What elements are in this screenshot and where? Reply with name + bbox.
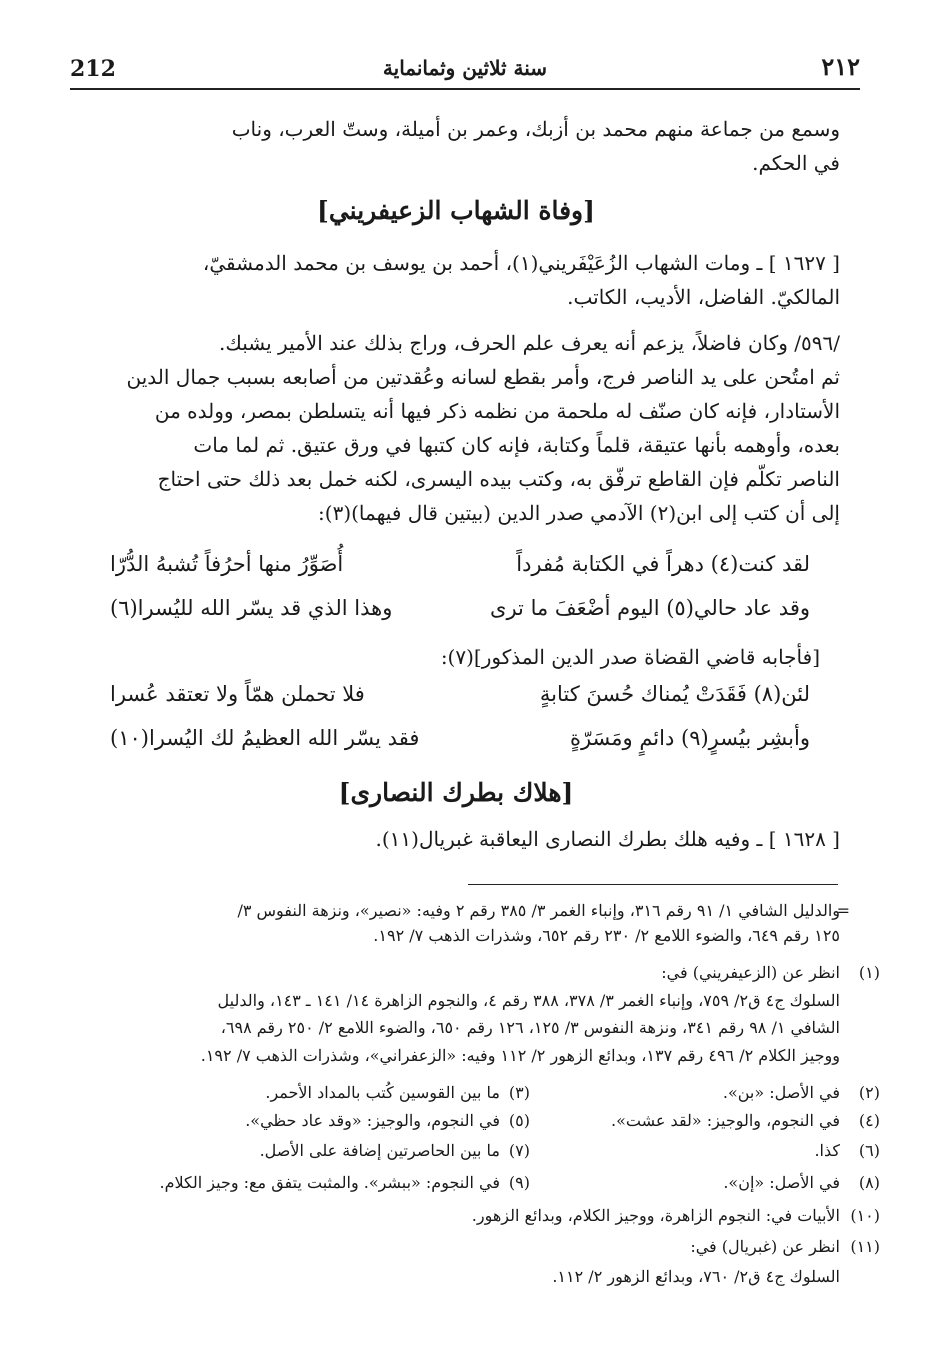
footnote-number	[509, 1108, 530, 1133]
footnote-text: في النجوم: «ببشر». والمثبت يتفق مع: وجيز الكلام.	[159, 1173, 500, 1192]
text-line: في الحكم.	[752, 151, 840, 175]
footnote-num: (٥)	[508, 1111, 530, 1130]
footnote-text: في النجوم، والوجيز: «لقد عشت».	[611, 1111, 840, 1130]
footnote-text: ما بين الحاصرتين إضافة على الأصل.	[259, 1141, 500, 1160]
text-line: السلوك ج٤ ق٢/ ٧٥٩، وإنباء الغمر ٣/ ٣٧٨، ٣٨٨ رقم ٤، والنجوم الزاهرة ١٤/ ١٤١ ـ ١٤٣، والدليل	[217, 991, 840, 1010]
footnote-number	[859, 1170, 880, 1195]
verse-first-hemistich: لئن(٨) فَقَدَتْ يُمناك حُسنَ كتابةٍ	[539, 682, 810, 706]
footnote-num: (٧)	[508, 1141, 530, 1160]
footnote-number	[509, 1170, 530, 1195]
footnote-1-line	[218, 988, 840, 1013]
footnote-5	[245, 1108, 500, 1133]
page-number-arabic: ٢١٢	[821, 52, 860, 81]
intro-paragraph	[72, 112, 840, 180]
running-title: سنة ثلاثين وثمانماية	[382, 56, 548, 80]
text-line: والدليل الشافي ١/ ٩١ رقم ٣١٦، وإنباء الغمر ٣/ ٣٨٥ رقم ٢ وفيه: «نصير»، ونزهة النفوس ٣/	[237, 901, 840, 920]
footnote-10	[472, 1203, 840, 1228]
footnote-text: في الأصل: «بن».	[722, 1083, 840, 1102]
verse-second-hemistich: فلا تحملن همّاً ولا تعتقد عُسرا	[110, 682, 365, 706]
page-number-latin: 212	[70, 56, 116, 82]
text-line: إلى أن كتب إلى ابن(٢) الآدمي صدر الدين (بيتين قال فيهما)(٣):	[318, 501, 840, 525]
footnote-number	[850, 1234, 880, 1259]
footnote-num: (١٠)	[850, 1206, 880, 1225]
footnote-text: كذا.	[814, 1141, 840, 1160]
footnote-num: (٣)	[508, 1083, 530, 1102]
footnote-11-line	[552, 1264, 840, 1289]
page-header	[70, 52, 860, 88]
text-line: انظر عن (الزعيفريني) في:	[661, 963, 840, 982]
verse-first-hemistich: وقد عاد حالي(٥) اليوم أضْعَفَ ما ترى	[490, 596, 810, 620]
footnote-num: (٦)	[858, 1141, 880, 1160]
entry-1628	[72, 822, 840, 856]
footnote-2	[723, 1080, 840, 1105]
footnote-9	[160, 1170, 501, 1195]
text-line: المالكيّ. الفاضل، الأديب، الكاتب.	[567, 285, 840, 309]
footnote-text: ما بين القوسين كُتب بالمداد الأحمر.	[265, 1083, 500, 1102]
footnote-1-line	[221, 1015, 840, 1040]
text-line: الشافي ١/ ٩٨ رقم ٣٤١، ونزهة النفوس ٣/ ١٢٥، ١٢٦ رقم ٦٥٠، والضوء اللامع ٢/ ٢٥٠ رقم ٦٩٨،	[220, 1018, 840, 1037]
footnote-num: (٢)	[858, 1083, 880, 1102]
footnote-continuation	[373, 923, 840, 948]
footnote-number	[859, 960, 880, 985]
verse-second-hemistich: أُصَوِّرُ منها أحرُفاً تُشبهُ الدُّرّا	[110, 552, 344, 576]
verse-second-hemistich: فقد يسّر الله العظيمُ لك اليُسرا(١٠)	[110, 726, 420, 750]
verse-line	[110, 726, 810, 762]
verse-first-hemistich: وأبشِر بيُسرٍ(٩) دائمٍ ومَسَرّةٍ	[569, 726, 810, 750]
header-rule	[70, 88, 860, 90]
section-heading-zuayfarini: [وفاة الشهاب الزعيفريني]	[317, 196, 595, 225]
text-line: ١٢٥ رقم ٦٤٩، والضوء اللامع ٢/ ٢٣٠ رقم ٦٥٢، وشذرات الذهب ٧/ ١٩٢.	[373, 926, 840, 945]
verse-line	[110, 552, 810, 588]
footnote-3	[265, 1080, 500, 1105]
footnote-text: الأبيات في: النجوم الزاهرة، ووجيز الكلام، وبدائع الزهور.	[471, 1206, 840, 1225]
footnote-number	[509, 1138, 530, 1163]
footnote-text: في النجوم، والوجيز: «وقد عاد حظي».	[245, 1111, 500, 1130]
footnote-text: انظر عن (غبريال) في:	[690, 1237, 840, 1256]
footnote-number	[859, 1080, 880, 1105]
text-line: ووجيز الكلام ٢/ ٤٩٦ رقم ١٣٧، وبدائع الزهور ٢/ ١١٢ وفيه: «الزعفراني»، وشذرات الذهب ٧/ ١٩٢.	[200, 1046, 840, 1065]
text-line: ثم امتُحن على يد الناصر فرج، وأمر بقطع لسانه وعُقدتين من أصابعه بسبب جمال الدين	[126, 365, 840, 389]
continuation-marker: =	[836, 901, 850, 920]
biography-paragraph	[72, 326, 840, 530]
text-line: وسمع من جماعة منهم محمد بن أزبك، وعمر بن أميلة، وستّ العرب، وناب	[231, 117, 840, 141]
footnote-text: في الأصل: «إن».	[723, 1173, 840, 1192]
reply-line	[72, 640, 840, 674]
footnote-6	[814, 1138, 840, 1163]
verse-first-hemistich: لقد كنت(٤) دهراً في الكتابة مُفرداً	[516, 552, 810, 576]
footnote-continuation	[237, 898, 840, 923]
footnote-num: (٩)	[508, 1173, 530, 1192]
footnote-1	[661, 960, 840, 985]
footnote-7	[260, 1138, 500, 1163]
footnote-number	[850, 1203, 880, 1228]
text-line: /٥٩٦/ وكان فاضلاً، يزعم أنه يعرف علم الحرف، وراج بذلك عند الأمير يشبك.	[219, 331, 840, 355]
section-heading-patriarch: [هلاك بطرك النصارى]	[338, 778, 574, 807]
footnote-1-line	[201, 1043, 840, 1068]
text-line: الناصر تكلّم فإن القاطع ترفّق به، وكتب بيده اليسرى، لكنه خمل بعد ذلك حتى احتاج	[157, 467, 840, 491]
text-line: [ ١٦٢٧ ] ـ ومات الشهاب الزُعَيْفَريني(١)، أحمد بن يوسف بن محمد الدمشقيّ،	[202, 251, 840, 275]
verse-line	[110, 596, 810, 632]
footnote-num: (٨)	[858, 1173, 880, 1192]
footnote-8	[723, 1170, 840, 1195]
footnote-marker	[837, 898, 850, 923]
text-line: [ ١٦٢٨ ] ـ وفيه هلك بطرك النصارى اليعاقبة غبريال(١١).	[375, 827, 840, 851]
footnote-11	[690, 1234, 840, 1259]
footnote-number	[859, 1108, 880, 1133]
text-line: السلوك ج٤ ق٢/ ٧٦٠، وبدائع الزهور ٢/ ١١٢.	[552, 1267, 840, 1286]
footnote-number	[509, 1080, 530, 1105]
footnote-number	[859, 1138, 880, 1163]
footnote-num: (١١)	[850, 1237, 880, 1256]
footnote-4	[611, 1108, 840, 1133]
text-line: الأستادار، فإنه كان صنّف له ملحمة من نظمه ذكر فيها أنه يتسلطن بمصر، وولده من	[154, 399, 840, 423]
verse-second-hemistich: وهذا الذي قد يسّر الله لليُسرا(٦)	[110, 596, 393, 620]
verse-line	[110, 682, 810, 718]
entry-1627	[72, 246, 840, 314]
footnote-num: (١)	[858, 963, 880, 982]
footnote-rule	[468, 884, 838, 885]
footnote-num: (٤)	[858, 1111, 880, 1130]
text-line: [فأجابه قاضي القضاة صدر الدين المذكور](٧):	[440, 645, 820, 669]
text-line: بعده، وأوهمه بأنها عتيقة، قلماً وكتابة، فإنه كان كتبها في ورق عتيق. ثم لما مات	[193, 433, 840, 457]
